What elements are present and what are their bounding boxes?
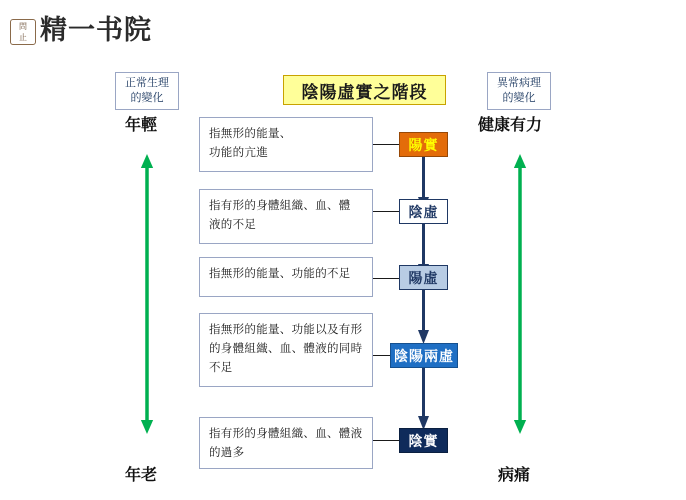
description-line: 指無形的能量、 xyxy=(209,128,292,140)
logo-seal-icon: 問 止 xyxy=(10,19,36,45)
stage-box-yang-shi: 陽實 xyxy=(399,132,448,157)
description-line: 指有形的身體組織、血、體液 xyxy=(209,428,363,440)
description-line: 液的不足 xyxy=(209,219,257,231)
description-line: 指無形的能量、功能的不足 xyxy=(209,268,351,280)
stage-connector-arrow-3-icon xyxy=(418,290,430,344)
description-line: 的身體組織、血、體液的同時 xyxy=(209,343,363,355)
description-box-5 xyxy=(199,417,373,469)
connector-line-4 xyxy=(373,355,390,356)
logo xyxy=(10,8,152,47)
right-axis-caption-line1: 異常病理 xyxy=(497,77,541,89)
right-axis-bottom-label: 病痛 xyxy=(498,467,531,484)
stage-box-yin-shi: 陰實 xyxy=(399,428,448,453)
stage-connector-arrow-4-icon xyxy=(418,368,430,430)
description-line: 的過多 xyxy=(209,447,245,459)
right-axis-caption-line2: 的變化 xyxy=(502,92,536,104)
stage-box-yang-xu: 陽虛 xyxy=(399,265,448,290)
description-line: 指無形的能量、功能以及有形 xyxy=(209,324,363,336)
left-axis-top-label: 年輕 xyxy=(125,117,158,134)
description-box-4 xyxy=(199,313,373,387)
left-axis-caption-line2: 的變化 xyxy=(130,92,164,104)
left-axis-caption-line1: 正常生理 xyxy=(125,77,169,89)
description-box-1 xyxy=(199,117,373,172)
connector-line-3 xyxy=(373,278,399,279)
description-line: 功能的亢進 xyxy=(209,147,268,159)
description-box-2 xyxy=(199,189,373,244)
connector-line-1 xyxy=(373,144,399,145)
right-axis-caption xyxy=(487,72,551,110)
logo-text: 精一书院 xyxy=(40,15,152,45)
left-axis-double-arrow-icon xyxy=(140,134,154,454)
connector-line-5 xyxy=(373,440,399,441)
description-line: 不足 xyxy=(209,362,233,374)
right-axis-double-arrow-icon xyxy=(513,134,527,454)
right-axis-top-label: 健康有力 xyxy=(478,117,543,134)
connector-line-2 xyxy=(373,211,399,212)
page-title: 陰陽虛實之階段 xyxy=(283,75,446,105)
left-axis-caption xyxy=(115,72,179,110)
left-axis-bottom-label: 年老 xyxy=(125,467,158,484)
stage-box-yin-xu: 陰虛 xyxy=(399,199,448,224)
description-line: 指有形的身體組織、血、體 xyxy=(209,200,351,212)
description-box-3 xyxy=(199,257,373,297)
stage-box-yin-yang-liang-xu: 陰陽兩虛 xyxy=(390,343,458,368)
